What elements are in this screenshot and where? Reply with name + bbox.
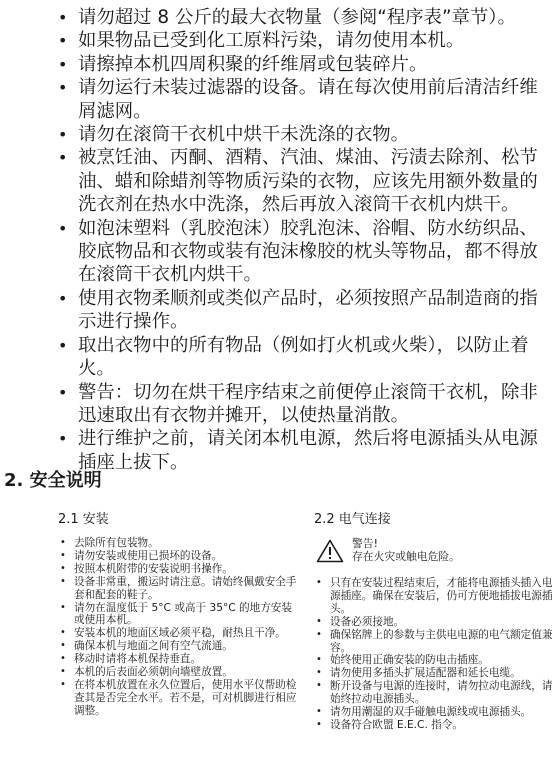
list-item: • 请勿使用多插头扩展适配器和延长电缆。: [314, 667, 554, 680]
list-item: • 警告：切勿在烘干程序结束之前便停止滚筒干衣机，除非迅速取出有衣物并摊开，以使热量消散。: [58, 381, 554, 428]
list-item: • 只有在安装过程结束后，才能将电源插头插入电源插座。确保在安装后，仍可方便地插拔电源插头。: [314, 577, 554, 616]
list-item: • 去除所有包装物。: [58, 537, 302, 550]
list-item: • 使用衣物柔顺剂或类似产品时，必须按照产品制造商的指示进行操作。: [58, 287, 554, 334]
warning-box: [316, 537, 554, 563]
section-title: 2. 安全说明: [4, 470, 102, 491]
list-item: • 设备非常重，搬运时请注意。请始终佩戴安全手套和配套的鞋子。: [58, 576, 302, 602]
list-item: • 进行维护之前，请关闭本机电源，然后将电源插头从电源插座上拔下。: [58, 427, 554, 474]
list-item: • 如果物品已受到化工原料污染，请勿使用本机。: [58, 29, 554, 52]
general-safety-list: [58, 6, 554, 474]
list-item: • 如泡沫塑料（乳胶泡沫）胶乳泡沫、浴帽、防水纺织品、胶底物品和衣物或装有泡沫橡胶的枕头等物品，都不得放在滚筒干衣机内烘干。: [58, 217, 554, 287]
electrical-title: 2.2 电气连接: [314, 512, 391, 527]
list-item: • 按照本机附带的安装说明书操作。: [58, 563, 302, 576]
list-item: • 设备符合欧盟 E.E.C. 指令。: [314, 719, 554, 732]
list-item: • 请勿超过 8 公斤的最大衣物量（参阅“程序表”章节）。: [58, 6, 554, 29]
list-item: • 请勿运行未装过滤器的设备。请在每次使用前后清洁纤维屑滤网。: [58, 76, 554, 123]
list-item: • 被烹饪油、丙酮、酒精、汽油、煤油、污渍去除剂、松节油、蜡和除蜡剂等物质污染的衣物，应该先用额外数量的洗衣剂在热水中洗涤，然后再放入滚筒干衣机内烘干。: [58, 146, 554, 216]
list-item: • 请勿在温度低于 5°C 或高于 35°C 的地方安装或使用本机。: [58, 602, 302, 628]
install-title: 2.1 安装: [58, 512, 109, 527]
electrical-list: [314, 577, 554, 732]
list-item: • 本机的后表面必须朝向墙壁放置。: [58, 666, 302, 679]
list-item: • 断开设备与电源的连接时，请勿拉动电源线，请始终拉动电源插头。: [314, 680, 554, 706]
list-item: • 请勿用潮湿的双手碰触电源线或电源插头。: [314, 706, 554, 719]
list-item: • 确保本机与地面之间有空气流通。: [58, 640, 302, 653]
install-list: [58, 537, 302, 718]
list-item: • 设备必须接地。: [314, 616, 554, 629]
list-item: • 始终使用正确安装的防电击插座。: [314, 654, 554, 667]
warning-title: 警告!: [352, 537, 378, 550]
warning-message: 存在火灾或触电危险。: [352, 550, 460, 563]
warning-text: [352, 537, 460, 563]
list-item: • 安装本机的地面区域必须平稳，耐热且干净。: [58, 627, 302, 640]
list-item: • 确保铭牌上的参数与主供电电源的电气额定值兼容。: [314, 629, 554, 655]
list-item: • 在将本机放置在永久位置后，使用水平仪帮助检查其是否完全水平。若不是，可对机脚进行相应调整。: [58, 679, 302, 718]
install-column: [58, 508, 302, 718]
electrical-column: [314, 508, 554, 732]
list-item: • 请勿在滚筒干衣机中烘干未洗涤的衣物。: [58, 123, 554, 146]
list-item: • 请擦掉本机四周积聚的纤维屑或包装碎片。: [58, 53, 554, 76]
list-item: • 移动时请将本机保持垂直。: [58, 653, 302, 666]
list-item: • 取出衣物中的所有物品（例如打火机或火柴），以防止着火。: [58, 334, 554, 381]
list-item: • 请勿安装或使用已损坏的设备。: [58, 550, 302, 563]
warning-triangle-icon: [316, 539, 344, 563]
